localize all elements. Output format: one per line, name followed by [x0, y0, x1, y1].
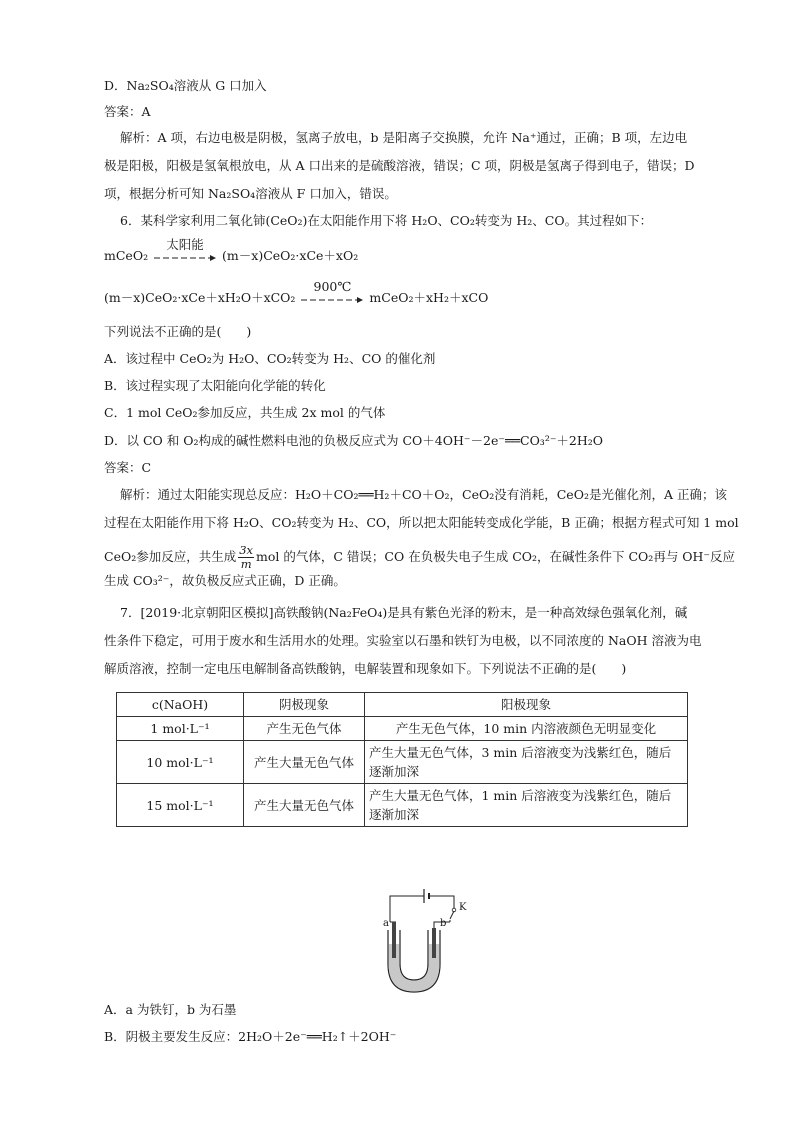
q7-option-b: B．阴极主要发生反应：2H₂O＋2e⁻══H₂↑＋2OH⁻: [104, 1029, 397, 1044]
table-cell: 产生无色气体: [244, 717, 365, 741]
q5-answer: 答案：A: [104, 104, 151, 119]
q6-option-a: A．该过程中 CeO₂为 H₂O、CO₂转变为 H₂、CO 的催化剂: [104, 351, 436, 366]
q6-analysis-line-1: 解析：通过太阳能实现总反应：H₂O＋CO₂══H₂＋CO＋O₂，CeO₂没有消耗，CeO₂是光催化剂，A 正确；该: [120, 487, 727, 502]
table-cell: 产生大量无色气体，1 min 后溶液变为浅紫红色，随后逐渐加深: [365, 784, 688, 827]
table-header: 阴极现象: [244, 693, 365, 717]
q6-answer: 答案：C: [104, 460, 152, 475]
q6-analysis-3b: mol 的气体，C 错误；CO 在负极失电子生成 CO₂，在碱性条件下 CO₂再与 OH⁻反应: [256, 549, 736, 564]
reaction-arrow-icon: [154, 236, 216, 266]
q6-analysis-line-3: [104, 544, 735, 571]
table-header: 阳极现象: [365, 693, 688, 717]
fraction-denominator: m: [240, 557, 252, 571]
q6-eq1-condition: 太阳能: [166, 236, 204, 252]
q5-option-d: D．Na₂SO₄溶液从 G 口加入: [104, 78, 267, 93]
q6-eq2-right: mCeO₂＋xH₂＋xCO: [369, 290, 489, 305]
q7-option-a: A．a 为铁钉，b 为石墨: [104, 1002, 237, 1017]
table-cell: 产生大量无色气体: [244, 741, 365, 784]
q6-eq2-condition: 900℃: [313, 278, 352, 294]
switch-k-label: K: [459, 902, 467, 913]
q6-analysis-line-4: 生成 CO₃²⁻，故负极反应式正确，D 正确。: [104, 573, 346, 588]
q6-equation-1: [104, 236, 359, 266]
q6-stem: 6．某科学家利用二氧化铈(CeO₂)在太阳能作用下将 H₂O、CO₂转变为 H₂、CO。其过程如下：: [120, 213, 653, 228]
table-header: c(NaOH): [117, 693, 244, 717]
table-cell: 产生无色气体，10 min 内溶液颜色无明显变化: [365, 717, 688, 741]
q6-eq1-right: (m－x)CeO₂·xCe＋xO₂: [222, 248, 359, 263]
q7-stem-line-3: 解质溶液，控制一定电压电解制备高铁酸钠，电解装置和现象如下。下列说法不正确的是( ): [104, 661, 627, 676]
fraction-numerator: 3x: [239, 543, 254, 557]
table-row: [117, 784, 688, 827]
q6-option-b: B．该过程实现了太阳能向化学能的转化: [104, 378, 326, 393]
reaction-arrow-icon: [301, 278, 363, 308]
table-cell: 1 mol·L⁻¹: [117, 717, 244, 741]
table-cell: 10 mol·L⁻¹: [117, 741, 244, 784]
electrode-a-label: a: [383, 918, 389, 929]
table-header-row: [117, 693, 688, 717]
q6-analysis-line-2: 过程在太阳能作用下将 H₂O、CO₂转变为 H₂、CO，所以把太阳能转变成化学能，B 正确；根据方程式可知 1 mol: [104, 515, 739, 530]
observation-table: [116, 692, 688, 827]
table-row: [117, 741, 688, 784]
q6-option-c: C．1 mol CeO₂参加反应，共生成 2x mol 的气体: [104, 405, 386, 420]
q7-stem-line-2: 性条件下稳定，可用于废水和生活用水的处理。实验室以石墨和铁钉为电极，以不同浓度的 NaOH 溶液为电: [104, 633, 702, 648]
q6-eq1-left: mCeO₂: [104, 248, 149, 263]
q7-stem-line-1: 7．[2019·北京朝阳区模拟]高铁酸钠(Na₂FeO₄)是具有紫色光泽的粉末，是一种高效绿色强氧化剂，碱: [120, 605, 688, 620]
table-cell: 15 mol·L⁻¹: [117, 784, 244, 827]
q6-analysis-3a: CeO₂参加反应，共生成: [104, 549, 237, 564]
table-cell: 产生大量无色气体: [244, 784, 365, 827]
table-cell: 产生大量无色气体，3 min 后溶液变为浅紫红色，随后逐渐加深: [365, 741, 688, 784]
q5-analysis-line-3: 项，根据分析可知 Na₂SO₄溶液从 F 口加入，错误。: [104, 186, 397, 201]
q5-analysis-line-1: 解析：A 项，右边电极是阴极，氢离子放电，b 是阳离子交换膜，允许 Na⁺通过，正确；B 项，左边电: [120, 130, 688, 145]
electrolysis-apparatus: [374, 884, 474, 999]
fraction: [238, 544, 254, 571]
q5-analysis-line-2: 极是阳极，阳极是氢氧根放电，从 A 口出来的是硫酸溶液，错误；C 项，阴极是氢离子得到电子，错误；D: [104, 158, 695, 173]
table-row: [117, 717, 688, 741]
q6-equation-2: [104, 278, 489, 308]
q6-option-d: D．以 CO 和 O₂构成的碱性燃料电池的负极反应式为 CO＋4OH⁻－2e⁻══CO₃²⁻＋2H₂O: [104, 433, 604, 448]
electrode-b-label: b: [440, 918, 447, 929]
q6-eq2-left: (m－x)CeO₂·xCe＋xH₂O＋xCO₂: [104, 290, 296, 305]
q6-question: 下列说法不正确的是( ): [104, 324, 252, 339]
